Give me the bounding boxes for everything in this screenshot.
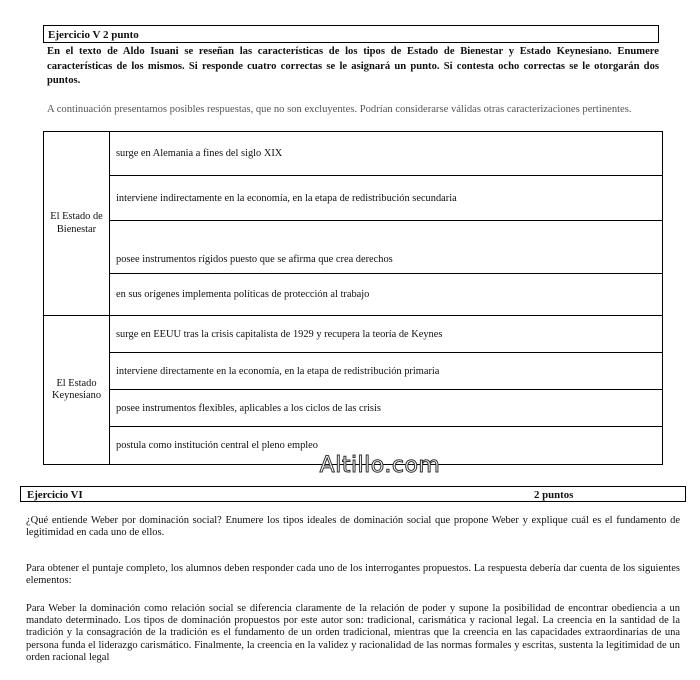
table-row	[44, 390, 663, 427]
table-row	[44, 274, 663, 316]
answers-table	[43, 131, 663, 465]
answer-cell: en sus orígenes implementa políticas de protección al trabajo	[110, 274, 663, 316]
altillo-watermark: Altillo.com	[319, 453, 441, 478]
exercise-6-header	[20, 486, 686, 502]
answer-cell: interviene indirectamente en la economía, en la etapa de redistribución secundaria	[110, 176, 663, 221]
answer-cell: surge en Alemania a fines del siglo XIX	[110, 132, 663, 176]
exercise-5-question: En el texto de Aldo Isuani se reseñan las características de los tipos de Estado de Bienestar y Estado Keynesiano. Enumere características de los mismos. Si responde cuatro correctas se le asignará un punto. Si contesta ocho correctas se le otorgarán dos puntos.	[47, 46, 659, 86]
exercise-5-intro: A continuación presentamos posibles respuestas, que no son excluyentes. Podrían considerarse válidas otras caracterizaciones pertinentes.	[47, 104, 632, 115]
answer-cell: interviene directamente en la economía, en la etapa de redistribución primaria	[110, 353, 663, 390]
table-row	[44, 176, 663, 221]
exercise-6-answer: Para Weber la dominación como relación social se diferencia claramente de la relación de poder y supone la posibilidad de encontrar obediencia a un mandato determinado. Los tipos de dominación propuestos por este autor son: tradicional, carismática y racional legal. La creencia en la santidad de la tradición y la consagración de la tradición es el fundamento de un orden tradicional, mientras que la creencia en las capacidades extraordinarias de una persona funda el liderazgo carismático. Finalmente, la creencia en la validez y racionalidad de las normas formales y escritas, sustenta la legitimidad de un orden racional legal	[26, 603, 680, 663]
answer-cell: surge en EEUU tras la crisis capitalista de 1929 y recupera la teoría de Keynes	[110, 316, 663, 353]
answer-cell: postula como institución central el pleno empleo	[110, 427, 663, 465]
table-row	[44, 132, 663, 176]
table-row	[44, 221, 663, 274]
exercise-6-question: ¿Qué entiende Weber por dominación social? Enumere los tipos ideales de dominación social que propone Weber y explique cuál es el fundamento de legitimidad en cada uno de ellos.	[26, 515, 680, 539]
table-row	[44, 353, 663, 390]
answer-cell: posee instrumentos flexibles, aplicables a los ciclos de las crisis	[110, 390, 663, 427]
group-label-keynesiano: El Estado Keynesiano	[44, 316, 110, 465]
exercise-6-criteria: Para obtener el puntaje completo, los alumnos deben responder cada uno de los interrogantes propuestos. La respuesta debería dar cuenta de los siguientes elementos:	[26, 563, 680, 587]
exercise-5-title: Ejercicio V 2 punto	[43, 25, 659, 43]
table-row	[44, 316, 663, 353]
exercise-6-points: 2 puntos	[534, 489, 574, 501]
answer-cell: posee instrumentos rígidos puesto que se afirma que crea derechos	[110, 221, 663, 274]
exercise-6-title: Ejercicio VI	[27, 489, 83, 501]
group-label-bienestar: El Estado de Bienestar	[44, 132, 110, 316]
